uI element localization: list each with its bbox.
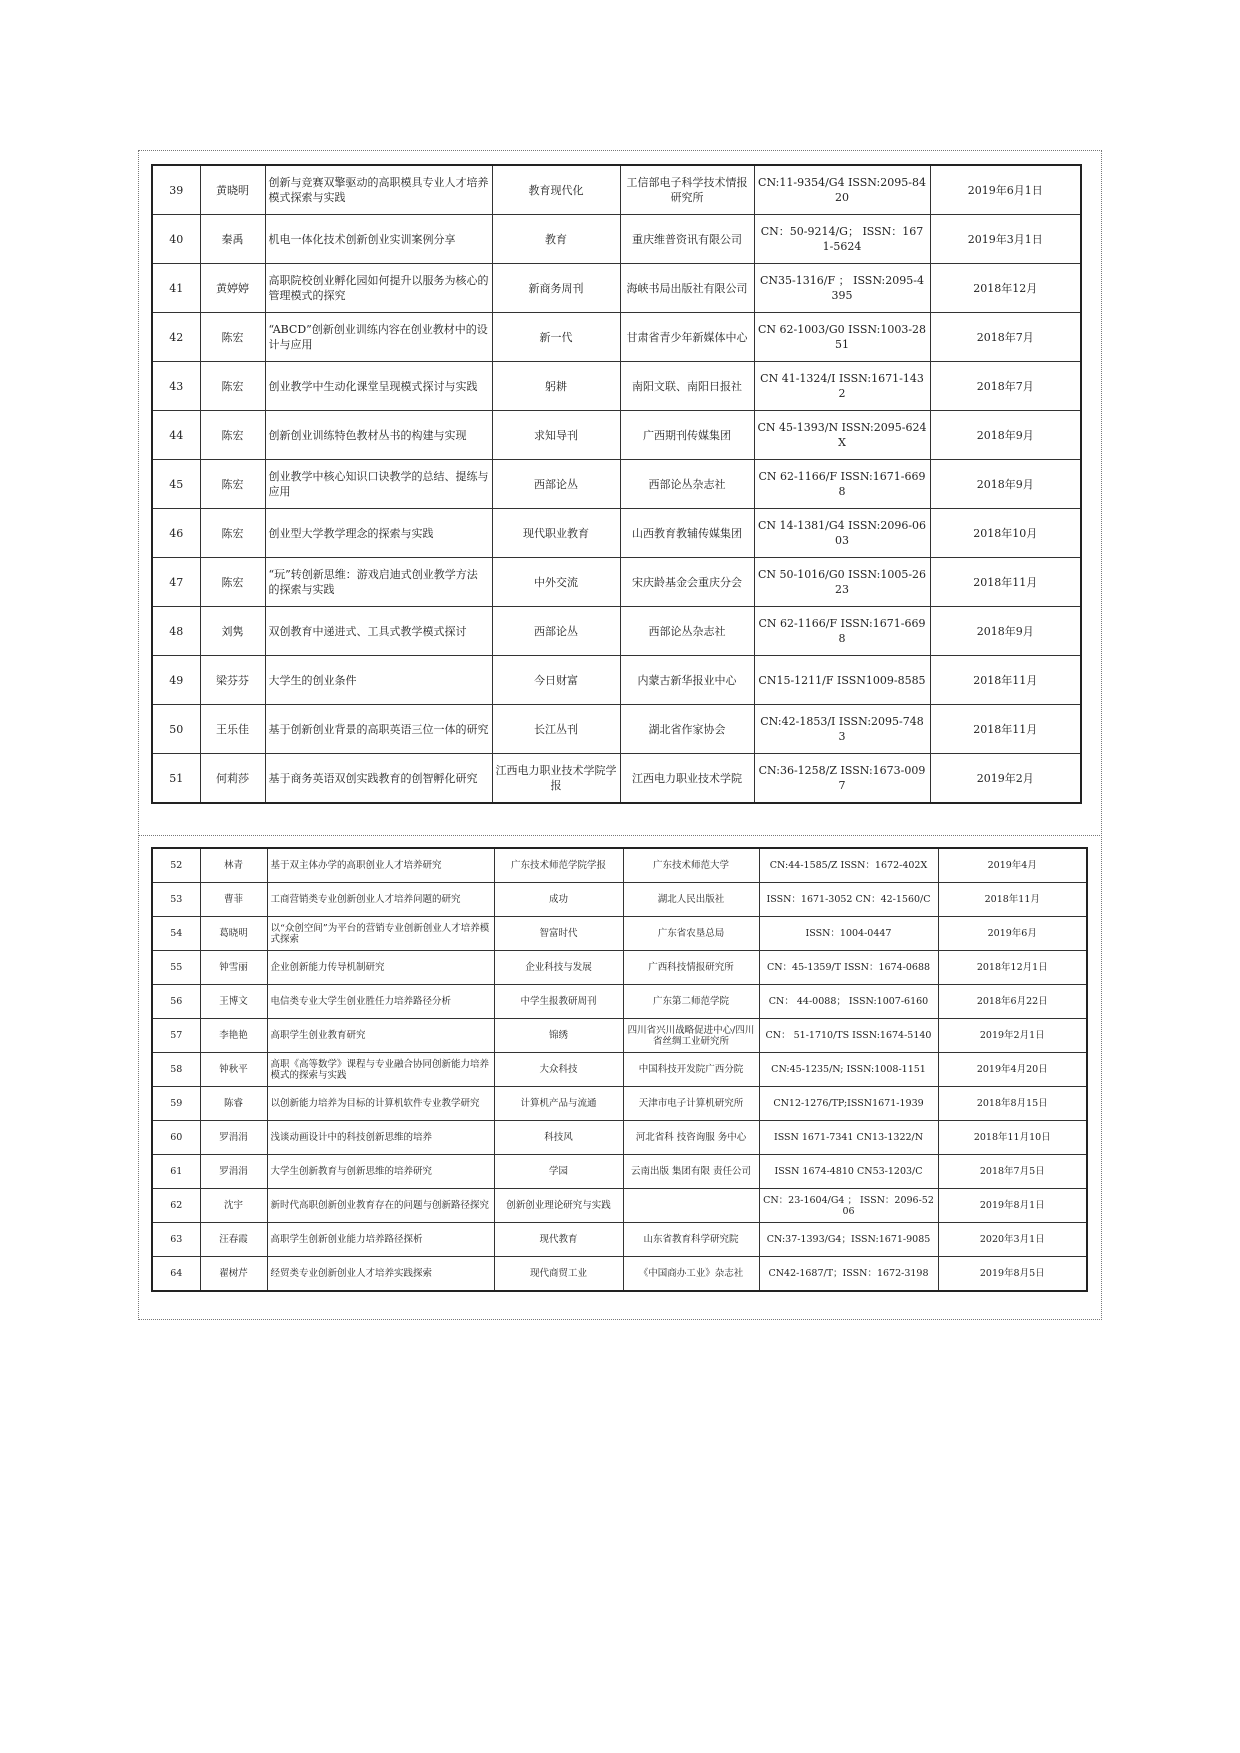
issn-cell: CN:36-1258/Z ISSN:1673-0097 [754,754,930,804]
journal-cell: 学园 [494,1155,623,1189]
publish-date-cell: 2019年2月 [930,754,1081,804]
table-row [152,362,1081,411]
paper-title-cell: 基于创新创业背景的高职英语三位一体的研究 [265,705,492,754]
issn-cell: ISSN 1671-7341 CN13-1322/N [759,1121,938,1155]
issn-cell: CN： 44-0088； ISSN:1007-6160 [759,985,938,1019]
paper-title-cell: 创业教学中核心知识口诀教学的总结、提练与应用 [265,460,492,509]
paper-title-cell: 双创教育中递进式、工具式教学模式探讨 [265,607,492,656]
author-cell: 陈宏 [200,362,265,411]
row-number-cell: 52 [152,848,200,883]
publisher-cell: 西部论丛杂志社 [620,460,754,509]
paper-title-cell: 以“众创空间”为平台的营销专业创新创业人才培养模式探索 [267,917,494,951]
publish-date-cell: 2018年12月 [930,264,1081,313]
journal-cell: 教育现代化 [492,165,620,215]
issn-cell: CN 50-1016/G0 ISSN:1005-2623 [754,558,930,607]
journal-cell: 锦绣 [494,1019,623,1053]
journal-cell: 现代教育 [494,1223,623,1257]
publish-date-cell: 2018年9月 [930,411,1081,460]
paper-title-cell: 高职院校创业孵化园如何提升以服务为核心的管理模式的探究 [265,264,492,313]
publisher-cell: 天津市电子计算机研究所 [623,1087,759,1121]
table-row [152,1053,1087,1087]
author-cell: 刘隽 [200,607,265,656]
publisher-cell: 广东技术师范大学 [623,848,759,883]
paper-title-cell: “ABCD”创新创业训练内容在创业教材中的设计与应用 [265,313,492,362]
paper-title-cell: 创新创业训练特色教材丛书的构建与实现 [265,411,492,460]
table-row [152,985,1087,1019]
publish-date-cell: 2018年11月 [930,705,1081,754]
publisher-cell: 山西教育教辅传媒集团 [620,509,754,558]
journal-cell: 成功 [494,883,623,917]
publisher-cell: 工信部电子科学技术情报研究所 [620,165,754,215]
journal-cell: 大众科技 [494,1053,623,1087]
publisher-cell: 四川省兴川战略促进中心/四川省丝绸工业研究所 [623,1019,759,1053]
issn-cell: CN:37-1393/G4；ISSN:1671-9085 [759,1223,938,1257]
journal-cell: 新商务周刊 [492,264,620,313]
paper-title-cell: 高职学生创业教育研究 [267,1019,494,1053]
row-number-cell: 44 [152,411,200,460]
author-cell: 陈宏 [200,460,265,509]
issn-cell: CN:45-1235/N; ISSN:1008-1151 [759,1053,938,1087]
journal-cell: 中学生报教研周刊 [494,985,623,1019]
author-cell: 黄婷婷 [200,264,265,313]
issn-cell: CN： 51-1710/TS ISSN:1674-5140 [759,1019,938,1053]
issn-cell: CN:11-9354/G4 ISSN:2095-8420 [754,165,930,215]
author-cell: 秦禹 [200,215,265,264]
publish-date-cell: 2019年4月20日 [938,1053,1087,1087]
section-divider [138,835,1102,836]
paper-title-cell: 机电一体化技术创新创业实训案例分享 [265,215,492,264]
author-cell: 翟树芹 [200,1257,267,1292]
table-row [152,1257,1087,1292]
publisher-cell: 宋庆龄基金会重庆分会 [620,558,754,607]
journal-cell: 智富时代 [494,917,623,951]
journal-cell: 求知导刊 [492,411,620,460]
row-number-cell: 43 [152,362,200,411]
publish-date-cell: 2018年12月1日 [938,951,1087,985]
publisher-cell: 中国科技开发院广西分院 [623,1053,759,1087]
publisher-cell: 甘肃省青少年新媒体中心 [620,313,754,362]
table-row [152,509,1081,558]
issn-cell: CN:44-1585/Z ISSN：1672-402X [759,848,938,883]
table-row [152,558,1081,607]
journal-cell: 教育 [492,215,620,264]
publish-date-cell: 2019年6月 [938,917,1087,951]
row-number-cell: 53 [152,883,200,917]
journal-cell: 现代职业教育 [492,509,620,558]
paper-title-cell: 大学生的创业条件 [265,656,492,705]
publish-date-cell: 2018年7月5日 [938,1155,1087,1189]
author-cell: 陈宏 [200,558,265,607]
author-cell: 黄晓明 [200,165,265,215]
issn-cell: CN 45-1393/N ISSN:2095-624X [754,411,930,460]
journal-cell: 企业科技与发展 [494,951,623,985]
publisher-cell: 广西期刊传媒集团 [620,411,754,460]
row-number-cell: 46 [152,509,200,558]
journal-cell: 新一代 [492,313,620,362]
publish-date-cell: 2018年11月 [938,883,1087,917]
table-row [152,705,1081,754]
journal-cell: 江西电力职业技术学院学报 [492,754,620,804]
publish-date-cell: 2019年8月5日 [938,1257,1087,1292]
table-row [152,1155,1087,1189]
row-number-cell: 47 [152,558,200,607]
publish-date-cell: 2018年11月10日 [938,1121,1087,1155]
author-cell: 王博文 [200,985,267,1019]
row-number-cell: 42 [152,313,200,362]
publish-date-cell: 2019年2月1日 [938,1019,1087,1053]
row-number-cell: 54 [152,917,200,951]
issn-cell: CN 62-1166/F ISSN:1671-6698 [754,607,930,656]
table-row [152,215,1081,264]
author-cell: 罗涓涓 [200,1121,267,1155]
table-row [152,951,1087,985]
paper-title-cell: 企业创新能力传导机制研究 [267,951,494,985]
publish-date-cell: 2018年6月22日 [938,985,1087,1019]
row-number-cell: 51 [152,754,200,804]
publisher-cell: 西部论丛杂志社 [620,607,754,656]
row-number-cell: 58 [152,1053,200,1087]
row-number-cell: 39 [152,165,200,215]
publish-date-cell: 2019年8月1日 [938,1189,1087,1223]
publish-date-cell: 2018年7月 [930,313,1081,362]
publish-date-cell: 2018年11月 [930,558,1081,607]
issn-cell: ISSN：1671-3052 CN：42-1560/C [759,883,938,917]
issn-cell: CN12-1276/TP;ISSN1671-1939 [759,1087,938,1121]
publish-date-cell: 2018年11月 [930,656,1081,705]
paper-title-cell: 大学生创新教育与创新思维的培养研究 [267,1155,494,1189]
publish-date-cell: 2019年4月 [938,848,1087,883]
paper-title-cell: 电信类专业大学生创业胜任力培养路径分析 [267,985,494,1019]
table-row [152,165,1081,215]
row-number-cell: 55 [152,951,200,985]
table-row [152,1121,1087,1155]
author-cell: 何莉莎 [200,754,265,804]
publisher-cell: 广东第二师范学院 [623,985,759,1019]
row-number-cell: 63 [152,1223,200,1257]
paper-title-cell: 创业教学中生动化课堂呈现模式探讨与实践 [265,362,492,411]
journal-cell: 长江丛刊 [492,705,620,754]
journal-cell: 计算机产品与流通 [494,1087,623,1121]
paper-title-cell: 高职《高等数学》课程与专业融合协同创新能力培养模式的探索与实践 [267,1053,494,1087]
table-row [152,1019,1087,1053]
table-row [152,411,1081,460]
table-row [152,460,1081,509]
author-cell: 沈宇 [200,1189,267,1223]
publisher-cell [623,1189,759,1223]
journal-cell: 现代商贸工业 [494,1257,623,1292]
paper-title-cell: 高职学生创新创业能力培养路径探析 [267,1223,494,1257]
publish-date-cell: 2019年3月1日 [930,215,1081,264]
row-number-cell: 60 [152,1121,200,1155]
issn-cell: CN：45-1359/T ISSN：1674-0688 [759,951,938,985]
publisher-cell: 山东省教育科学研究院 [623,1223,759,1257]
issn-cell: CN：23-1604/G4 ； ISSN：2096-5206 [759,1189,938,1223]
row-number-cell: 48 [152,607,200,656]
publisher-cell: 海峡书局出版社有限公司 [620,264,754,313]
publish-date-cell: 2020年3月1日 [938,1223,1087,1257]
issn-cell: CN 14-1381/G4 ISSN:2096-0603 [754,509,930,558]
row-number-cell: 64 [152,1257,200,1292]
table-row [152,848,1087,883]
publish-date-cell: 2019年6月1日 [930,165,1081,215]
paper-title-cell: 经贸类专业创新创业人才培养实践探索 [267,1257,494,1292]
author-cell: 李艳艳 [200,1019,267,1053]
author-cell: 王乐佳 [200,705,265,754]
table-row [152,754,1081,804]
table-row [152,883,1087,917]
publisher-cell: 《中国商办工业》杂志社 [623,1257,759,1292]
publisher-cell: 江西电力职业技术学院 [620,754,754,804]
paper-title-cell: 创业型大学教学理念的探索与实践 [265,509,492,558]
author-cell: 汪春霞 [200,1223,267,1257]
publisher-cell: 湖北省作家协会 [620,705,754,754]
journal-cell: 西部论丛 [492,607,620,656]
publish-date-cell: 2018年8月15日 [938,1087,1087,1121]
publisher-cell: 湖北人民出版社 [623,883,759,917]
author-cell: 曹菲 [200,883,267,917]
author-cell: 钟雪丽 [200,951,267,985]
table-row [152,917,1087,951]
paper-title-cell: 浅谈动画设计中的科技创新思维的培养 [267,1121,494,1155]
table-row [152,1223,1087,1257]
paper-table-1 [151,164,1082,804]
table-row [152,313,1081,362]
paper-title-cell: 基于商务英语双创实践教育的创智孵化研究 [265,754,492,804]
issn-cell: CN 62-1166/F ISSN:1671-6698 [754,460,930,509]
publish-date-cell: 2018年9月 [930,460,1081,509]
author-cell: 葛晓明 [200,917,267,951]
publisher-cell: 内蒙古新华报业中心 [620,656,754,705]
publish-date-cell: 2018年10月 [930,509,1081,558]
paper-title-cell: 创新与竞赛双擎驱动的高职模具专业人才培养模式探索与实践 [265,165,492,215]
author-cell: 陈宏 [200,411,265,460]
publish-date-cell: 2018年9月 [930,607,1081,656]
row-number-cell: 57 [152,1019,200,1053]
author-cell: 陈宏 [200,313,265,362]
author-cell: 陈宏 [200,509,265,558]
issn-cell: CN 41-1324/I ISSN:1671-1432 [754,362,930,411]
paper-title-cell: 以创新能力培养为目标的计算机软件专业教学研究 [267,1087,494,1121]
row-number-cell: 40 [152,215,200,264]
publisher-cell: 重庆维普资讯有限公司 [620,215,754,264]
publisher-cell: 南阳文联、南阳日报社 [620,362,754,411]
paper-title-cell: 基于双主体办学的高职创业人才培养研究 [267,848,494,883]
publisher-cell: 广西科技情报研究所 [623,951,759,985]
row-number-cell: 49 [152,656,200,705]
publish-date-cell: 2018年7月 [930,362,1081,411]
table-row [152,264,1081,313]
issn-cell: CN15-1211/F ISSN1009-8585 [754,656,930,705]
issn-cell: CN42-1687/T；ISSN：1672-3198 [759,1257,938,1292]
paper-title-cell: 新时代高职创新创业教育存在的问题与创新路径探究 [267,1189,494,1223]
author-cell: 陈睿 [200,1087,267,1121]
journal-cell: 今日财富 [492,656,620,705]
journal-cell: 广东技术师范学院学报 [494,848,623,883]
issn-cell: CN 62-1003/G0 ISSN:1003-2851 [754,313,930,362]
author-cell: 梁芬芬 [200,656,265,705]
row-number-cell: 45 [152,460,200,509]
author-cell: 林青 [200,848,267,883]
row-number-cell: 59 [152,1087,200,1121]
issn-cell: CN：50-9214/G； ISSN：1671-5624 [754,215,930,264]
journal-cell: 创新创业理论研究与实践 [494,1189,623,1223]
paper-table-2 [151,847,1088,1292]
journal-cell: 中外交流 [492,558,620,607]
issn-cell: ISSN 1674-4810 CN53-1203/C [759,1155,938,1189]
row-number-cell: 41 [152,264,200,313]
issn-cell: CN:42-1853/I ISSN:2095-7483 [754,705,930,754]
table-row [152,607,1081,656]
row-number-cell: 61 [152,1155,200,1189]
issn-cell: CN35-1316/F ； ISSN:2095-4395 [754,264,930,313]
publisher-cell: 云南出版 集团有限 责任公司 [623,1155,759,1189]
table-row [152,656,1081,705]
journal-cell: 科技风 [494,1121,623,1155]
paper-title-cell: 工商营销类专业创新创业人才培养问题的研究 [267,883,494,917]
row-number-cell: 56 [152,985,200,1019]
publisher-cell: 河北省科 技咨询服 务中心 [623,1121,759,1155]
issn-cell: ISSN：1004-0447 [759,917,938,951]
table-row [152,1189,1087,1223]
author-cell: 罗涓涓 [200,1155,267,1189]
journal-cell: 西部论丛 [492,460,620,509]
publisher-cell: 广东省农垦总局 [623,917,759,951]
row-number-cell: 62 [152,1189,200,1223]
author-cell: 钟秋平 [200,1053,267,1087]
journal-cell: 躬耕 [492,362,620,411]
paper-title-cell: “玩”转创新思维：游戏启迪式创业教学方法的探索与实践 [265,558,492,607]
row-number-cell: 50 [152,705,200,754]
table-row [152,1087,1087,1121]
